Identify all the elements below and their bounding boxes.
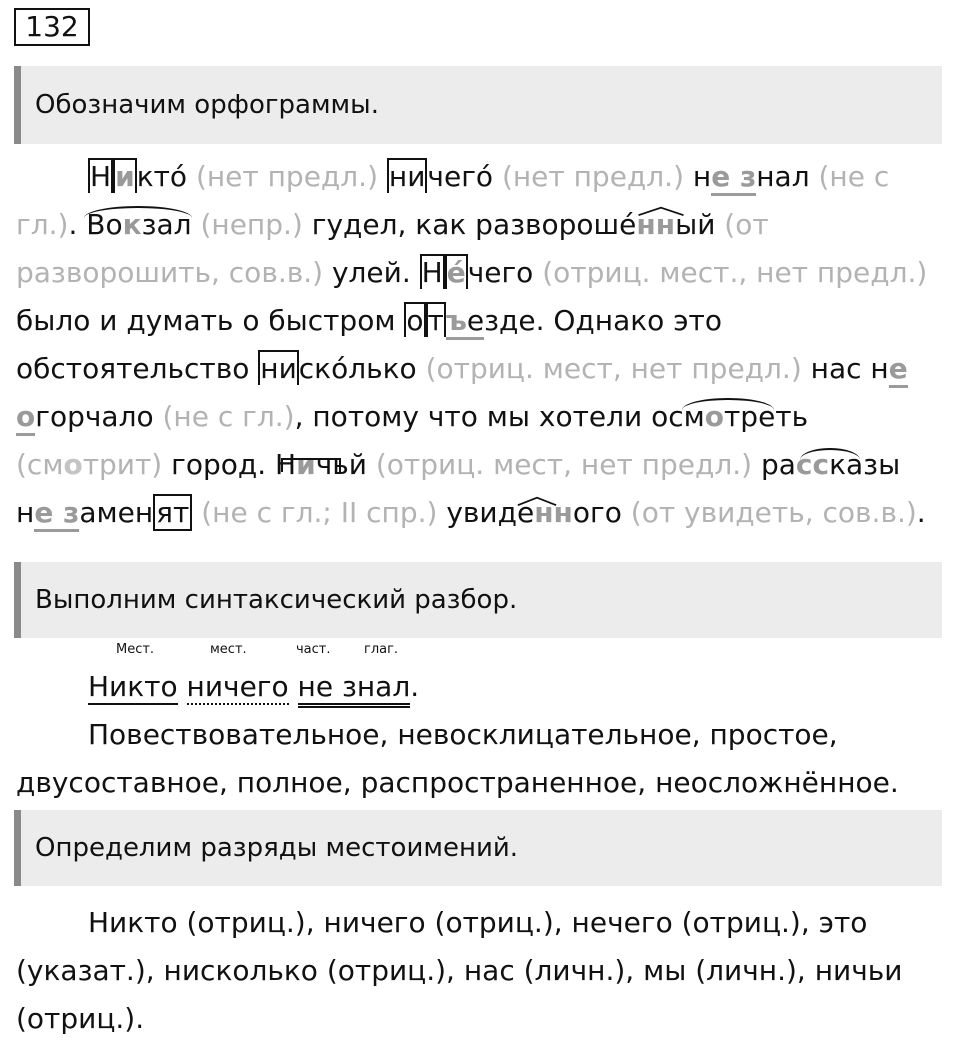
description-text: двусоставное, полное, распространенное, неосложнённое. — [16, 766, 899, 799]
word-part: ого — [572, 496, 622, 529]
parse-description-1 — [88, 718, 838, 751]
pos-label: Мест. — [116, 642, 155, 657]
word-part: было и думать о быстром — [16, 304, 405, 337]
description-text: Повествовательное, невосклицательное, простое, — [88, 718, 838, 751]
word-part: увиде — [437, 496, 535, 529]
subject: Никто — [88, 670, 178, 703]
word-part: Н — [90, 160, 112, 193]
word-part: н — [692, 160, 712, 193]
sentence-end: . — [410, 670, 420, 703]
word-part: обстоятельство — [16, 352, 259, 385]
word-part: амен — [79, 496, 154, 529]
exercise-number: 132 — [14, 8, 90, 46]
vowel-mark: е́ — [446, 256, 466, 289]
word-part: . — [68, 208, 87, 241]
consonant-mark: сс — [795, 448, 830, 481]
pos-label: глаг. — [364, 642, 399, 657]
section-header-orthograms — [14, 66, 942, 144]
word-part: ско́лько — [298, 352, 417, 385]
section-title: Выполним синтаксический разбор. — [35, 585, 518, 615]
note: (от — [715, 208, 769, 241]
note: (непр.) — [191, 208, 312, 241]
word-part: чьй — [315, 448, 367, 481]
note: (см — [16, 448, 64, 481]
note: (нет предл.) — [493, 160, 693, 193]
object: ничего — [186, 670, 289, 703]
suffix-hat — [632, 206, 690, 216]
text-line-8 — [16, 496, 926, 529]
word-part: нас н — [801, 352, 889, 385]
word-part: ый — [675, 208, 716, 241]
note: (не с — [809, 160, 890, 193]
section-title: Обозначим орфограммы. — [35, 90, 379, 120]
hard-sign-mark: ъ — [446, 304, 467, 340]
word-part: . — [916, 496, 926, 529]
word-part: зде. Однако это — [484, 304, 722, 337]
word-part: горчало — [35, 400, 154, 433]
word-part: ра — [752, 448, 796, 481]
word-part: чего́ — [427, 160, 494, 193]
vowel-mark: и — [296, 448, 316, 481]
note: разворошить, сов.в.) — [16, 256, 324, 289]
pronoun-text: (указат.), нисколько (отриц.), нас (личн.), мы (личн.), ничьи — [16, 954, 903, 987]
ending-box: ят — [153, 494, 192, 531]
pronoun-line-2 — [16, 954, 902, 987]
note: (не с гл.; II спр.) — [192, 496, 438, 529]
vowel-mark: и — [115, 160, 135, 193]
vowel-mark: о — [704, 400, 724, 433]
suffix-mark: нн — [636, 208, 676, 241]
note: гл.) — [16, 208, 69, 241]
prefix-mark: т — [427, 304, 444, 337]
word-part: чего — [467, 256, 534, 289]
vowel-mark: о — [63, 448, 83, 481]
note: (нет предл.) — [187, 160, 387, 193]
word-part: гудел, как развороше́ — [311, 208, 637, 241]
pronoun-text: Никто (отриц.), ничего (отриц.), нечего (отриц.), это — [88, 906, 868, 939]
prefix-mark: ни — [260, 352, 297, 385]
note: (отриц. мест., нет предл.) — [533, 256, 928, 289]
word-part: город. Н — [162, 448, 297, 481]
word-part: улей. — [323, 256, 420, 289]
pos-label: мест. — [210, 642, 247, 657]
text-line-7 — [16, 448, 900, 481]
word-part: зал — [141, 208, 192, 241]
parse-sentence — [88, 670, 419, 703]
pronoun-line-3 — [16, 1002, 144, 1035]
section-header-syntax — [14, 562, 942, 638]
spelling-mark: е з — [34, 496, 79, 532]
word-part: Во — [86, 208, 123, 241]
predicate: не знал — [298, 670, 411, 708]
note: трит) — [82, 448, 163, 481]
word-part: казы — [829, 448, 901, 481]
note: (отриц. мест, нет предл.) — [366, 448, 753, 481]
text-line-1 — [88, 160, 889, 193]
prefix-mark: ни — [388, 160, 426, 193]
text-line-5 — [16, 352, 908, 385]
note: (от увидеть, сов.в.) — [621, 496, 917, 529]
spelling-mark: о — [16, 400, 35, 436]
spelling-mark: е — [889, 352, 908, 388]
pos-label: част. — [296, 642, 331, 657]
parse-description-2 — [16, 766, 899, 799]
spelling-mark: е з — [711, 160, 756, 196]
word-part: н — [16, 496, 35, 529]
prefix-mark: о — [406, 304, 424, 337]
word-part: нал — [756, 160, 810, 193]
pronoun-text: (отриц.). — [16, 1002, 145, 1035]
pronoun-line-1 — [88, 906, 867, 939]
word-part: , потому что мы хотели осм — [294, 400, 705, 433]
text-line-3 — [16, 256, 927, 289]
prefix-mark: Н — [421, 256, 443, 289]
note: (отриц. мест, нет предл.) — [416, 352, 802, 385]
word-part: е — [467, 304, 484, 340]
section-header-pronouns — [14, 810, 942, 886]
consonant-mark: к — [122, 208, 142, 241]
suffix-mark: нн — [534, 496, 573, 529]
prefix-bracket — [281, 458, 341, 472]
section-title: Определим разряды местоимений. — [35, 833, 519, 863]
word-part: кто́ — [136, 160, 188, 193]
word-part: треть — [724, 400, 809, 433]
suffix-hat — [512, 496, 562, 506]
note: (не с гл.) — [153, 400, 295, 433]
text-line-4 — [16, 304, 722, 337]
